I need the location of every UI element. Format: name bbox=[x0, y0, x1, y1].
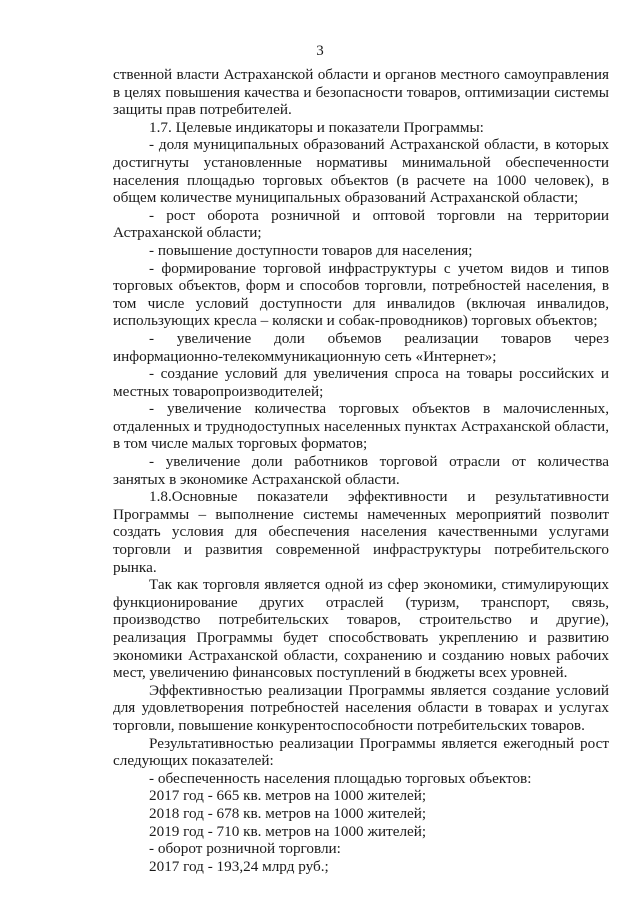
paragraph: 2019 год - 710 кв. метров на 1000 жителей; bbox=[149, 822, 427, 840]
body-text bbox=[113, 66, 609, 875]
paragraph: Так как торговля является одной из сфер экономики, стимулирующих функционирование других отраслей (туризм, транспорт, связь, производство потребительских товаров, строительство и другие), реализация Программы будет способствовать укреплению и развитию экономики Астраханской области, сохранению и созданию новых рабочих мест, увеличению финансовых поступлений в бюджеты всех уровней. bbox=[113, 576, 609, 682]
paragraph: Эффективностью реализации Программы является создание условий для удовлетворения потребностей населения области в товарах и услугах торговли, повышение конкурентоспособности потребительских товаров. bbox=[113, 681, 609, 734]
paragraph: Результативностью реализации Программы является ежегодный рост следующих показателей: bbox=[113, 734, 609, 770]
paragraph: 1.7. Целевые индикаторы и показатели Программы: bbox=[149, 118, 484, 136]
page-number: 3 bbox=[316, 43, 324, 59]
paragraph: 1.8.Основные показатели эффективности и результативности Программы – выполнение системы намеченных мероприятий позволит создать условия для обеспечения населения качественными услугами торговли и развития современной инфраструктуры потребительского рынка. bbox=[113, 488, 609, 576]
paragraph: - повышение доступности товаров для населения; bbox=[149, 241, 473, 259]
paragraph: 2017 год - 193,24 млрд руб.; bbox=[149, 857, 329, 875]
paragraph: - увеличение доли объемов реализации товаров через информационно-телекоммуникационную сеть «Интернет»; bbox=[113, 329, 609, 365]
paragraph: - создание условий для увеличения спроса на товары российских и местных товаропроизводителей; bbox=[113, 365, 609, 400]
paragraph: - оборот розничной торговли: bbox=[149, 840, 341, 858]
paragraph: - рост оборота розничной и оптовой торговли на территории Астраханской области; bbox=[113, 206, 609, 242]
paragraph: - увеличение количества торговых объектов в малочисленных, отдаленных и труднодоступных населенных пунктах Астраханской области, в том числе малых торговых форматов; bbox=[113, 400, 609, 453]
paragraph: ственной власти Астраханской области и органов местного самоуправления в целях повышения качества и безопасности товаров, оптимизации системы защиты прав потребителей. bbox=[113, 66, 609, 119]
paragraph: - увеличение доли работников торговой отрасли от количества занятых в экономике Астраханской области. bbox=[113, 453, 609, 488]
paragraph: 2017 год - 665 кв. метров на 1000 жителей; bbox=[149, 787, 427, 805]
paragraph: - обеспеченность населения площадью торговых объектов: bbox=[149, 769, 532, 787]
paragraph: - доля муниципальных образований Астраханской области, в которых достигнуты установленные нормативы минимальной обеспеченности населения площадью торговых объектов (в расчете на 1000 человек), в общем количестве муниципальных образований Астраханской области; bbox=[113, 136, 609, 207]
paragraph: - формирование торговой инфраструктуры с учетом видов и типов торговых объектов, форм и способов торговли, потребностей населения, в том числе условий доступности для инвалидов (включая инвалидов, использующих кресла – коляски и собак-проводников) торговых объектов; bbox=[113, 259, 609, 330]
paragraph: 2018 год - 678 кв. метров на 1000 жителей; bbox=[149, 804, 427, 822]
